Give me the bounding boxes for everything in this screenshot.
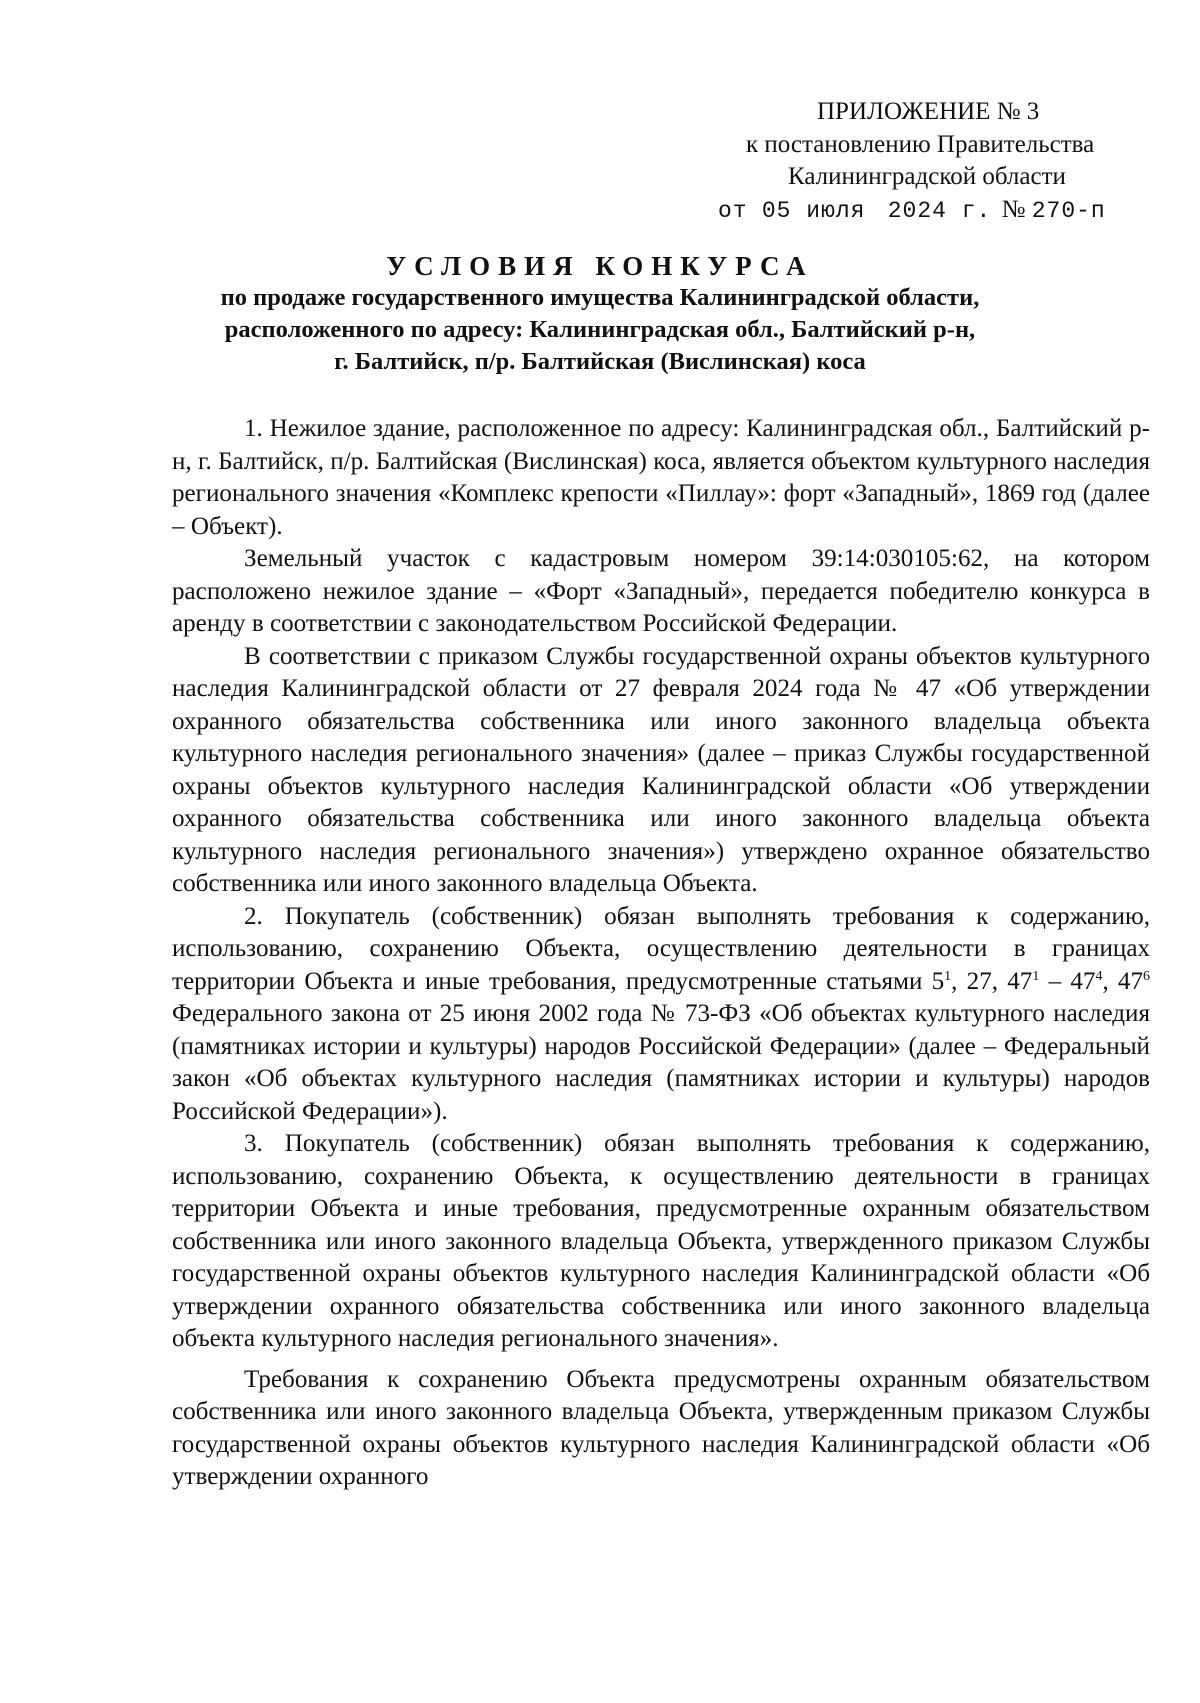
paragraph-4 [172,901,1150,1129]
paragraph-4-part-d: , 47 [1102,967,1144,995]
paragraph-5: 3. Покупатель (собственник) обязан выполнять требования к содержанию, использованию, сохранению Объекта, к осуществлению деятельности в границах территории Объекта и иные требования, предусмотренные охранным обязательством собственника или иного законного владельца Объекта, утвержденного приказом Службы государственной охраны объектов культурного наследия Калининградской области «Об утверждении охранного обязательства собственника или иного законного владельца объекта культурного наследия регионального значения». [172,1130,1150,1352]
document-number: 270-п [1031,197,1106,224]
document-body [172,413,1150,1494]
date-prefix: от [718,197,748,224]
title-heading: УСЛОВИЯ КОНКУРСА [386,251,814,281]
document-title [0,250,1200,378]
number-sign: № [1001,195,1026,223]
superscript-3: 4 [1095,968,1103,984]
paragraph-4-part-e: Федерального закона от 25 июня 2002 года № 73-ФЗ «Об объектах культурного наследия (памятниках истории и культуры) народов Российской Федерации» (далее – Федеральный закон «Об объектах культурного наследия (памятниках истории и культуры) народов Российской Федерации»). [172,1000,1150,1125]
paragraph-4-part-c: – 47 [1039,967,1096,995]
paragraph-4-part-a: 2. Покупатель (собственник) обязан выполнять требования к содержанию, использованию, сохранению Объекта, осуществлению деятельности в границах территории Объекта и иные требования, предусмотренные статьями 5 [172,902,1150,995]
title-subline-1: по продаже государственного имущества Калининградской области, [220,284,980,311]
title-subline-2: расположенного по адресу: Калининградская обл., Балтийский р-н, [224,316,976,343]
superscript-1: 1 [944,968,952,984]
appendix-number: ПРИЛОЖЕНИЕ № 3 [817,98,1040,125]
superscript-4: 6 [1143,968,1151,984]
paragraph-4-part-b: , 27, 47 [951,967,1033,995]
title-subline-3: г. Балтийск, п/р. Балтийская (Вислинская) коса [334,348,866,375]
date-value: 05 июля [761,197,866,224]
paragraph-2: Земельный участок с кадастровым номером 39:14:030105:62, на котором расположено нежилое здание – «Форт «Западный», передается победителю конкурса в аренду в соответствии с законодательством Российской Федерации. [172,545,1150,637]
appendix-line-2: Калининградской области [788,163,1066,190]
appendix-date-line [718,194,1106,228]
appendix-line-1: к постановлению Правительства [746,130,1095,158]
paragraph-1: 1. Нежилое здание, расположенное по адресу: Калининградская обл., Балтийский р-н, г. Балтийск, п/р. Балтийская (Вислинская) коса, является объектом культурного наследия регионального значения «Комплекс крепости «Пиллау»: форт «Западный», 1869 год (далее – Объект). [172,415,1150,540]
date-year: 2024 г. [887,197,992,224]
superscript-2: 1 [1032,968,1040,984]
paragraph-6: Требования к сохранению Объекта предусмотрены охранным обязательством собственника или иного законного владельца Объекта, утвержденным приказом Службы государственной охраны объектов культурного наследия Калининградской области «Об утверждении охранного [172,1365,1150,1490]
paragraph-3: В соответствии с приказом Службы государственной охраны объектов культурного наследия Калининградской области от 27 февраля 2024 года № 47 «Об утверждении охранного обязательства собственника или иного законного владельца объекта культурного наследия регионального значения» (далее – приказ Службы государственной охраны объектов культурного наследия Калининградской области «Об утверждении охранного обязательства собственника или иного законного владельца объекта культурного наследия регионального значения») утверждено охранное обязательство собственника или иного законного владельца Объекта. [172,642,1150,897]
